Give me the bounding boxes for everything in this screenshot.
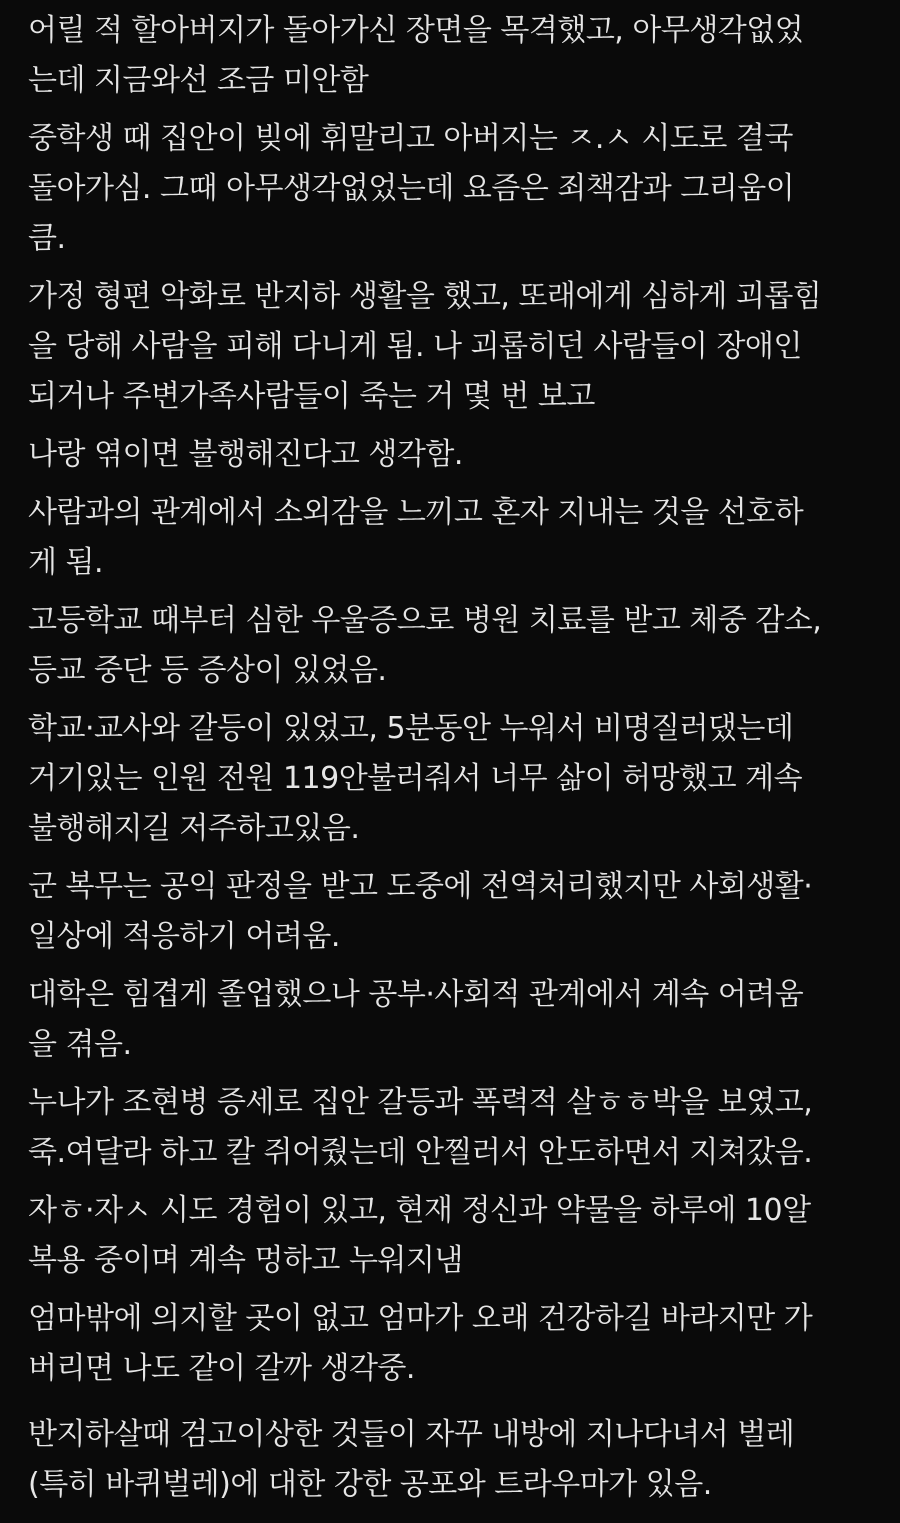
paragraph-13 [28,1410,872,1510]
paragraph-2 [28,114,872,264]
text-line: 자ㅎ·자ㅅ 시도 경험이 있고, 현재 정신과 약물을 하루에 10알 [28,1193,811,1228]
paragraph-10 [28,1078,872,1178]
paragraph-3 [28,272,872,422]
text-line: 엄마밖에 의지할 곳이 없고 엄마가 오래 건강하길 바라지만 가 [28,1301,813,1336]
text-line: 죽.여달라 하고 칼 쥐어줬는데 안찔러서 안도하면서 지쳐갔음. [28,1135,813,1170]
text-line: 누나가 조현병 증세로 집안 갈등과 폭력적 살ㅎㅎ박을 보였고, [28,1085,813,1120]
text-line: 큼. [28,221,66,256]
text-line: 을 당해 사람을 피해 다니게 됨. 나 괴롭히던 사람들이 장애인 [28,329,802,364]
paragraph-1 [28,6,872,106]
paragraph-5 [28,488,872,588]
paragraph-11 [28,1186,872,1286]
text-line: 복용 중이며 계속 멍하고 누워지냄 [28,1243,463,1278]
text-line: 버리면 나도 같이 갈까 생각중. [28,1351,415,1386]
text-line: 되거나 주변가족사람들이 죽는 거 몇 번 보고 [28,379,595,414]
text-line: 등교 중단 등 증상이 있었음. [28,653,387,688]
text-line: 대학은 힘겹게 졸업했으나 공부·사회적 관계에서 계속 어려움 [28,977,804,1012]
text-line: 거기있는 인원 전원 119안불러줘서 너무 삶이 허망했고 계속 [28,761,803,796]
paragraph-8 [28,862,872,962]
paragraph-7 [28,704,872,854]
text-line: 중학생 때 집안이 빚에 휘말리고 아버지는 ㅈ.ㅅ 시도로 결국 [28,121,793,156]
text-line: 반지하살때 검고이상한 것들이 자꾸 내방에 지나다녀서 벌레 [28,1417,795,1452]
paragraph-9 [28,970,872,1070]
text-line: 나랑 엮이면 불행해진다고 생각함. [28,437,463,472]
text-line: 돌아가심. 그때 아무생각없었는데 요즘은 죄책감과 그리움이 [28,171,795,206]
text-line: 일상에 적응하기 어려움. [28,919,340,954]
paragraph-6 [28,596,872,696]
text-line: (특히 바퀴벌레)에 대한 강한 공포와 트라우마가 있음. [28,1467,712,1502]
text-line: 는데 지금와선 조금 미안함 [28,63,369,98]
text-line: 군 복무는 공익 판정을 받고 도중에 전역처리했지만 사회생활· [28,869,813,904]
paragraph-12 [28,1294,872,1394]
text-line: 사람과의 관계에서 소외감을 느끼고 혼자 지내는 것을 선호하 [28,495,804,530]
text-line: 게 됨. [28,545,104,580]
text-line: 가정 형편 악화로 반지하 생활을 했고, 또래에게 심하게 괴롭힘 [28,279,822,314]
text-line: 고등학교 때부터 심한 우울증으로 병원 치료를 받고 체중 감소, [28,603,822,638]
paragraph-4 [28,430,872,480]
text-line: 불행해지길 저주하고있음. [28,811,360,846]
text-line: 을 겪음. [28,1027,132,1062]
text-line: 어릴 적 할아버지가 돌아가신 장면을 목격했고, 아무생각없었 [28,13,804,48]
text-line: 학교·교사와 갈등이 있었고, 5분동안 누워서 비명질러댔는데 [28,711,794,746]
